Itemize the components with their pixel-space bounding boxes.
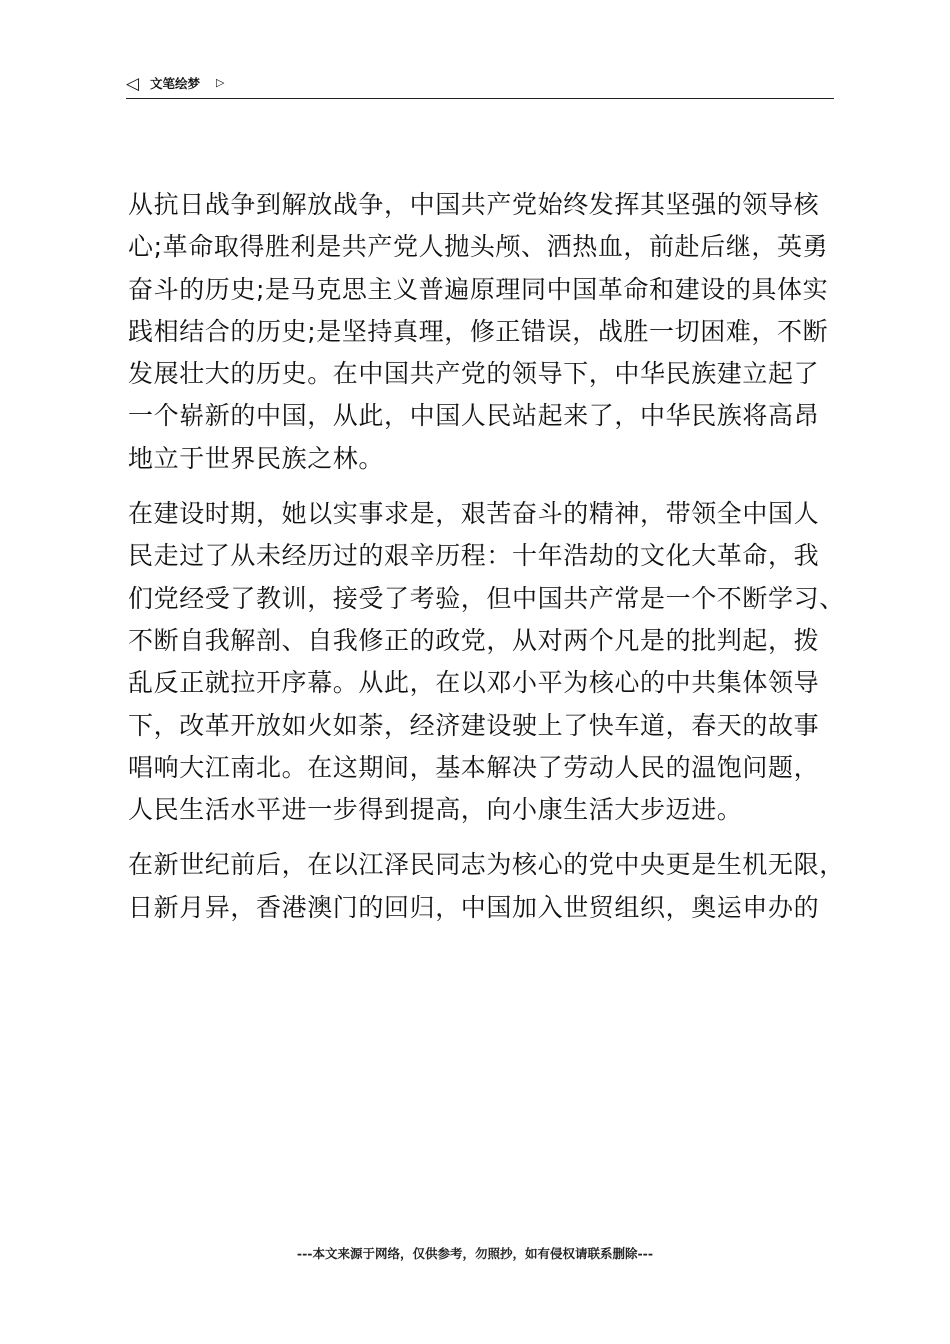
text-line: 下，改革开放如火如荼，经济建设驶上了快车道，春天的故事 <box>128 710 820 740</box>
text-line: 发展壮大的历史。在中国共产党的领导下，中华民族建立起了 <box>128 359 820 389</box>
text-line: 心;革命取得胜利是共产党人抛头颅、洒热血，前赴后继，英勇 <box>128 232 829 262</box>
text-line: 乱反正就拉开序幕。从此，在以邓小平为核心的中共集体领导 <box>128 668 820 698</box>
footer-disclaimer: ---本文来源于网络，仅供参考，勿照抄，如有侵权请联系删除--- <box>296 1246 654 1261</box>
text-line: 人民生活水平进一步得到提高，向小康生活大步迈进。 <box>128 795 743 825</box>
header-title: 文笔绘梦 <box>150 76 201 91</box>
text-line: 奋斗的历史;是马克思主义普遍原理同中国革命和建设的具体实 <box>128 274 829 304</box>
left-triangle-icon: ◁ <box>126 74 140 94</box>
document-body <box>128 184 845 942</box>
text-line: 从抗日战争到解放战争，中国共产党始终发挥其坚强的领导核 <box>128 190 820 219</box>
text-line: 日新月异，香港澳门的回归，中国加入世贸组织，奥运申办的 <box>128 892 820 922</box>
paragraph-3 <box>128 844 845 929</box>
text-line: 在建设时期，她以实事求是，艰苦奋斗的精神，带领全中国人 <box>128 499 820 529</box>
text-line: 唱响大江南北。在这期间，基本解决了劳动人民的温饱问题， <box>128 752 820 782</box>
page-header <box>126 72 834 99</box>
text-line: 在新世纪前后，在以江泽民同志为核心的党中央更是生机无限， <box>128 850 845 880</box>
paragraph-1 <box>128 184 836 480</box>
text-line: 地立于世界民族之林。 <box>128 443 385 473</box>
right-triangle-icon: ▷ <box>216 76 225 89</box>
paragraph-2 <box>128 493 845 831</box>
text-line: 践相结合的历史;是坚持真理，修正错误，战胜一切困难，不断 <box>128 316 829 346</box>
text-line: 不断自我解剖、自我修正的政党，从对两个凡是的批判起，拨 <box>128 625 820 655</box>
text-line: 民走过了从未经历过的艰辛历程：十年浩劫的文化大革命，我 <box>128 541 820 571</box>
text-line: 们党经受了教训，接受了考验，但中国共产常是一个不断学习、 <box>128 583 845 613</box>
text-line: 一个崭新的中国，从此，中国人民站起来了，中华民族将高昂 <box>128 401 820 431</box>
